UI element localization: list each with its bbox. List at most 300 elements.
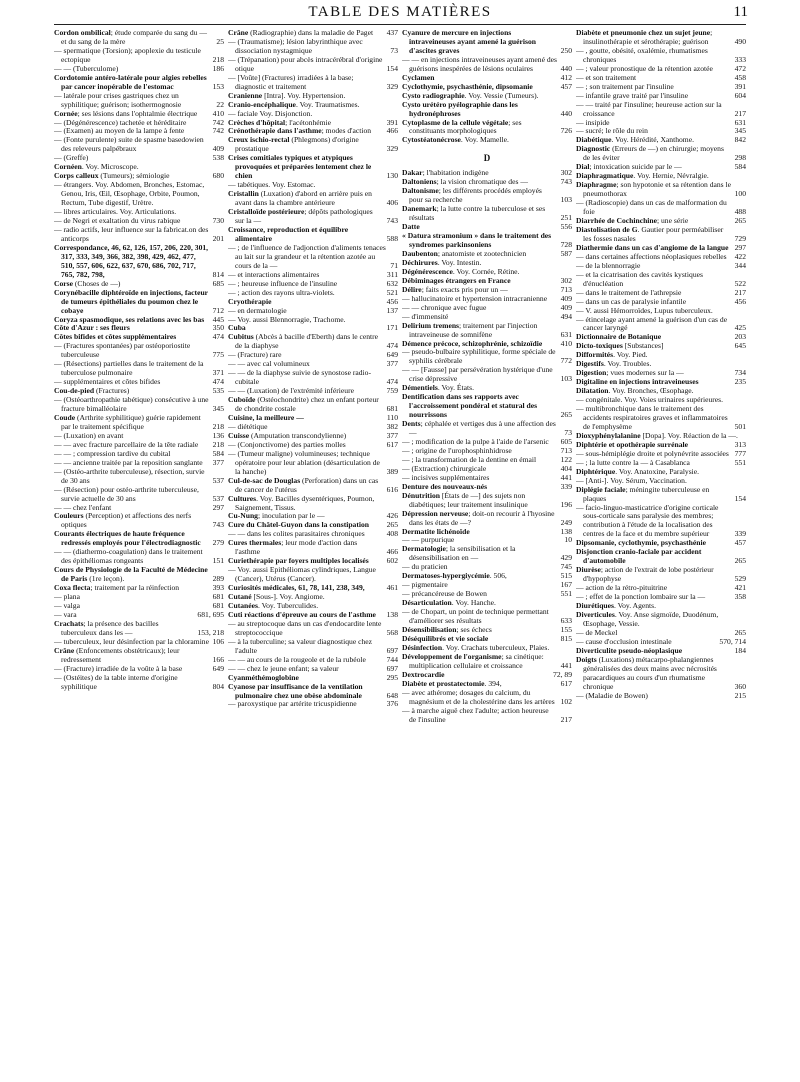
entry-text: Cytostéatonécrose. Voy. Mamelle.	[402, 135, 509, 145]
entry-page: 681, 695	[197, 609, 224, 619]
entry-page: 472	[734, 63, 746, 73]
entry-text: Digestifs. Voy. Troubles.	[576, 359, 652, 369]
entry-text: Correspondance, 46, 62, 126, 157, 206, 220, 301, 317, 333, 349, 366, 382, 398, 429, 462, 477, 510, 557, 606, 622, 637, 670, 686, 702, 717, 765, 782, 798,	[54, 242, 209, 279]
entry-text: — tabétiques. Voy. Estomac.	[228, 180, 316, 190]
index-entry	[228, 154, 398, 181]
entry-page: 456	[386, 296, 398, 306]
entry-page: 474	[386, 377, 398, 387]
entry-text: Côtes bifides et côtes supplémentaires	[54, 332, 177, 342]
entry-page: 648	[386, 690, 398, 700]
entry-page: 151	[212, 556, 224, 566]
entry-page: 441	[560, 472, 572, 482]
entry-page: 681	[212, 601, 224, 610]
entry-text: Désinfection. Voy. Crachats tuberculeux, Plaies.	[402, 642, 550, 652]
entry-page: 377	[386, 430, 398, 440]
entry-page: 265	[386, 520, 398, 530]
entry-text: — diététique	[228, 421, 268, 431]
entry-text: — ; modification de la pulpe à l'aide de l'arsenic	[402, 436, 549, 446]
entry-text: — (Traumatisme); lésion labyrinthique avec dissociation nystagmique	[228, 36, 363, 55]
index-entry	[228, 396, 398, 414]
entry-page: 744	[386, 654, 398, 664]
index-column-4	[576, 29, 746, 1077]
entry-text: — libres articulaires. Voy. Articulations.	[54, 207, 177, 217]
entry-page: 685	[212, 278, 224, 288]
entry-text: — V. aussi Hémorroïdes, Lupus tuberculeux.	[576, 305, 713, 315]
entry-page: 279	[212, 538, 224, 548]
entry-text: Dénutrition [États de —] des sujets non diabétiques; leur traitement insulinique	[402, 490, 528, 509]
index-column-3	[402, 29, 572, 1077]
entry-text: Diphtérique. Voy. Anatoxine, Paralysie.	[576, 466, 700, 476]
entry-page: 409	[212, 144, 224, 154]
entry-text: Cyclothymie, psychasthénie, dipsomanie	[402, 81, 533, 91]
entry-text: — faciale Voy. Disjonction.	[228, 108, 313, 118]
index-entry	[228, 450, 398, 477]
entry-page: 632	[386, 278, 398, 288]
index-entry	[54, 360, 224, 378]
entry-page: 584	[734, 162, 746, 172]
entry-page: 412	[560, 72, 572, 82]
entry-text: — (Luxation) en avant	[54, 430, 124, 440]
entry-text: Dépression nerveuse; doit-on recourir à l'hyosine dans les états de —?	[402, 508, 555, 527]
index-entry	[54, 92, 224, 110]
entry-text: — (Fracture) irradiée de la voûte à la base	[54, 663, 183, 673]
entry-text: — action de la rétro-pituitrine	[576, 583, 668, 593]
entry-page: 551	[560, 589, 572, 599]
entry-text: — ; action des rayons ultra-violets.	[228, 287, 335, 297]
entry-text: Daltoniens; la vision chromatique des —	[402, 177, 528, 187]
entry-text: — (Ostéo-arthrite tuberculeuse), résection, survie de 30 ans	[54, 466, 205, 485]
index-entry	[54, 47, 224, 65]
entry-text: Coxa flecta; traitement par la réinfection	[54, 583, 180, 593]
entry-page: 329	[386, 81, 398, 91]
entry-text: — et son traitement	[576, 72, 637, 82]
entry-page: 588	[386, 233, 398, 243]
entry-page: 474	[386, 341, 398, 351]
entry-text: — ; effet de la ponction lombaire sur la —	[576, 592, 706, 602]
entry-text: — — dans les colites parasitaires chroniques	[228, 529, 365, 539]
entry-text: Cysto urétéro pyélographie dans les hydronéphroses	[402, 99, 518, 118]
entry-page: 265	[560, 410, 572, 420]
index-entry	[402, 393, 572, 420]
entry-page: 344	[734, 260, 746, 270]
index-entry	[54, 414, 224, 432]
entry-text: Cubitus (Abcès à bacille d'Eberth) dans le centre de la diaphyse	[228, 332, 379, 351]
entry-text: — dans le traitement de l'athrepsie	[576, 287, 682, 297]
entry-text: — (Greffe)	[54, 153, 89, 163]
entry-text: — — traité par l'insuline; heureuse action sur la croissance	[576, 99, 722, 118]
entry-text: — de Meckel	[576, 627, 618, 637]
entry-text: — (Maladie de Bowen)	[576, 690, 648, 700]
entry-text: — (Fonte purulente) suite de spasme basedowien des releveurs palpébraux	[54, 135, 204, 154]
entry-text: Diurèse; action de l'extrait de lobe postérieur d'hypophyse	[576, 565, 714, 584]
entry-page: 100	[734, 189, 746, 199]
entry-text: Difformités. Voy. Pied.	[576, 350, 648, 360]
entry-page: 617	[386, 439, 398, 449]
header-rule	[54, 24, 746, 25]
entry-text: — — (Tuberculome)	[54, 63, 119, 73]
entry-page: 649	[386, 350, 398, 360]
entry-text: Cranienne [Intra]. Voy. Hypertension.	[228, 90, 346, 100]
entry-page: 171	[386, 323, 398, 333]
index-entry	[576, 611, 746, 629]
entry-text: — (Ostéoarthropathie tabétique) consécutive à une fracture bimalléolaire	[54, 395, 209, 414]
entry-text: — — (diathermo-coagulation) dans le traitement des épithéliomas rongeants	[54, 547, 203, 566]
entry-page: 73	[564, 428, 572, 438]
entry-page: 425	[734, 323, 746, 333]
index-entry	[54, 289, 224, 316]
entry-page: 426	[386, 511, 398, 521]
entry-text: Digestion; vues modernes sur la —	[576, 368, 684, 378]
entry-page: 535	[212, 386, 224, 396]
entry-page: 249	[560, 517, 572, 527]
entry-text: — (Fracture) rare	[228, 350, 282, 360]
entry-text: — , goutte, obésité, oxalémie, rhumatismes chroniques	[576, 45, 708, 64]
index-entry	[402, 119, 572, 137]
entry-text: — supplémentaires et côtes bifides	[54, 377, 161, 387]
entry-text: Coude (Arthrite syphilitique) guérie rapidement par le traitement spécifique	[54, 412, 201, 431]
entry-page: 815	[560, 633, 572, 643]
entry-page: 488	[734, 207, 746, 217]
index-entry	[54, 396, 224, 414]
entry-page: 302	[560, 168, 572, 178]
entry-text: — — chronique avec fugue	[402, 302, 487, 312]
entry-page: 680	[212, 171, 224, 181]
entry-page: 410	[560, 338, 572, 348]
entry-page: 265	[734, 216, 746, 226]
entry-text: Cornéen. Voy. Microscope.	[54, 162, 139, 172]
entry-page: 466	[386, 126, 398, 136]
entry-text: — — au cours de la rougeole et de la rubéole	[228, 654, 366, 664]
entry-page: 329	[386, 144, 398, 154]
entry-page: 456	[734, 296, 746, 306]
entry-text: — d'immensité	[402, 311, 449, 321]
entry-text: — pseudo-bulbaire syphilitique, forme spéciale de syphilis cérébrale	[402, 347, 556, 366]
entry-page: 804	[212, 681, 224, 691]
entry-text: — — (Luxation) de l'extrémité inférieure	[228, 386, 354, 396]
entry-text: — — purpurique	[402, 535, 455, 545]
entry-page: 203	[734, 332, 746, 342]
entry-page: 743	[212, 520, 224, 530]
entry-text: — (Radioscopie) dans un cas de malformation du foie	[576, 198, 727, 217]
entry-page: 631	[734, 117, 746, 127]
entry-page: 474	[212, 332, 224, 342]
entry-text: Diabétique. Voy. Hérédité, Xanthome.	[576, 135, 694, 145]
index-entry	[228, 190, 398, 208]
entry-text: Cou-de-pied (Fractures)	[54, 386, 130, 396]
entry-page: 295	[386, 672, 398, 682]
index-entry	[402, 232, 572, 250]
index-entry	[228, 244, 398, 271]
entry-text: Cutané [Sous-]. Voy. Angiome.	[228, 592, 325, 602]
entry-text: — — en injections intraveineuses ayant amené des guérisons inespérées de lésions oculaires	[402, 54, 557, 73]
entry-text: — ; la lutte contre la — à Casablanca	[576, 457, 690, 467]
index-entry	[228, 638, 398, 656]
index-entry	[402, 322, 572, 340]
entry-page: 339	[734, 529, 746, 539]
entry-page: 345	[734, 126, 746, 136]
index-entry	[402, 492, 572, 510]
entry-page: 218	[212, 54, 224, 64]
entry-page: 371	[212, 368, 224, 378]
entry-text: Daubenton; anatomiste et zootechnicien	[402, 248, 527, 258]
entry-page: 360	[734, 681, 746, 691]
entry-page: 538	[212, 153, 224, 163]
entry-text: — — [Fausse] par persévération hystérique d'une crise dépressive	[402, 365, 553, 384]
entry-text: Diarrhée de Cochinchine; une série	[576, 216, 689, 226]
entry-text: Corps calleux (Tumeurs); sémiologie	[54, 171, 170, 181]
entry-text: Dakar; l'habitation indigène	[402, 168, 489, 178]
index-entry	[228, 38, 398, 56]
entry-page: 457	[734, 538, 746, 548]
index-entry	[54, 74, 224, 92]
entry-text: Diphtérie et opothérapie surrénale	[576, 439, 688, 449]
entry-page: 697	[386, 663, 398, 673]
entry-text: Cordotomie antéro-latérale pour algies rebelles par cancer inopérable de l'estomac	[54, 72, 207, 91]
entry-text: Cuboïde (Ostéochondrite) chez un enfant porteur de chondrite costale	[228, 395, 379, 414]
entry-text: — (Conjonctivome) des parties molles	[228, 439, 346, 449]
entry-text: — (Résection) pour ostéo-arthrite tuberculeuse, survie actuelle de 30 ans	[54, 484, 199, 503]
entry-page: 218	[212, 439, 224, 449]
entry-text: Débiminages étrangers en France	[402, 275, 511, 285]
index-entry	[576, 199, 746, 217]
entry-text: Courants électriques de haute fréquence redressés employés pour l'électrodiagnostic	[54, 529, 201, 548]
entry-page: 466	[386, 547, 398, 557]
entry-page: 570, 714	[719, 636, 746, 646]
entry-text: Denture des nouveaux-nés	[402, 481, 488, 491]
entry-text: Dentification dans ses rapports avec l'accroissement pondéral et statural des nourrissons	[402, 392, 538, 420]
entry-text: Cyclamen	[402, 72, 435, 82]
entry-text: Cure du Châtel-Guyon dans la constipation	[228, 520, 370, 530]
index-column-2	[228, 29, 398, 1077]
entry-text: Désarticulation. Voy. Hanche.	[402, 598, 496, 608]
entry-text: Cu-Nung; inoculation par le —	[228, 511, 325, 521]
entry-text: Crises comitiales typiques et atypiques provoquées et préparées lentement chez le chien	[228, 153, 372, 181]
entry-text: Dégénérescence. Voy. Cornée, Rétine.	[402, 266, 520, 276]
entry-text: Délire; faits exacts pris pour un —	[402, 284, 508, 294]
entry-text: Côte d'Azur : ses fleurs	[54, 323, 130, 333]
entry-page: 73	[390, 45, 398, 55]
index-entry	[402, 101, 572, 119]
entry-text: — à marche aiguë chez l'adulte; action heureuse de l'insuline	[402, 705, 549, 724]
index-entry	[54, 181, 224, 208]
entry-text: Delirium tremens; traitement par l'injection intraveineuse de somnifène	[402, 320, 538, 339]
entry-page: 138	[560, 526, 572, 536]
page-number: 11	[733, 4, 748, 20]
entry-text: Dictionnaire de Botanique	[576, 332, 662, 342]
entry-text: Cuisine, la meilleure —	[228, 412, 304, 422]
entry-page: 391	[734, 81, 746, 91]
entry-page: 842	[734, 135, 746, 145]
entry-text: — radio actifs, leur influence sur la fabricat.on des anticorps	[54, 224, 209, 243]
entry-page: 461	[386, 583, 398, 593]
entry-text: — tuberculeux, leur désinfection par la chloramine	[54, 636, 209, 646]
entry-text: — hallucinatoire et hypertension intracranienne	[402, 293, 548, 303]
entry-text: Coryza spasmodique, ses relations avec les bas	[54, 314, 205, 324]
entry-text: Cyanure de mercure en injections intraveineuses ayant amené la guérison d'ascites graves	[402, 29, 536, 55]
entry-text: — incisives supplémentaires	[402, 472, 490, 482]
index-entry	[54, 226, 224, 244]
entry-page: 167	[560, 580, 572, 590]
entry-page: 772	[560, 356, 572, 366]
index-entry	[576, 316, 746, 334]
entry-page: 196	[560, 499, 572, 509]
index-entry	[402, 420, 572, 438]
index-entry	[402, 29, 572, 56]
entry-page: 729	[734, 233, 746, 243]
index-entry	[228, 539, 398, 557]
entry-page: 445	[212, 314, 224, 324]
index-entry	[576, 692, 746, 701]
entry-text: Dicto-toxiques [Substances]	[576, 341, 664, 351]
entry-page: 587	[560, 248, 572, 258]
index-entry	[576, 226, 746, 244]
entry-page: 155	[560, 625, 572, 634]
entry-text: Cristallin (Luxation) d'abord en arrière puis en avant dans la chambre antérieure	[228, 189, 372, 208]
entry-text: — de Chopart, un point de technique permettant d'améliorer ses résultats	[402, 607, 549, 626]
entry-page: 153, 218	[197, 627, 224, 637]
entry-text: — (Fractures spontanées) par ostéoporiostite tuberculeuse	[54, 341, 191, 360]
entry-text: Cultures. Voy. Bacilles dysentériques, Poumon, Saignement, Tissus.	[228, 493, 375, 512]
entry-page: 122	[560, 454, 572, 464]
entry-page: 302	[560, 275, 572, 285]
entry-page: 184	[734, 645, 746, 655]
entry-text: — facio-linguo-masticatrice d'origine corticale sous-corticale sans paralysie des membres; contribution à l'étude de la localisation des centres de la face et du membre supérieur	[576, 502, 719, 539]
index-entry	[54, 512, 224, 530]
entry-text: Crâne (Radiographie) dans la maladie de Paget	[228, 29, 374, 37]
entry-text: Cuba	[228, 323, 246, 333]
entry-page: 377	[212, 457, 224, 467]
index-entry	[402, 545, 572, 563]
entry-text: — plana	[54, 592, 80, 602]
entry-text: Démentiels. Voy. États.	[402, 383, 475, 393]
entry-page: 458	[734, 72, 746, 82]
index-entry	[576, 656, 746, 692]
entry-page: 777	[734, 448, 746, 458]
entry-page: 734	[734, 368, 746, 378]
entry-page: 391	[386, 117, 398, 127]
entry-page: 602	[386, 556, 398, 566]
entry-page: 490	[734, 36, 746, 46]
index-entry	[228, 74, 398, 92]
entry-page: 814	[212, 269, 224, 279]
entry-text: — de Negri et exaltation du virus rabique	[54, 216, 181, 226]
entry-page: 529	[734, 574, 746, 584]
entry-text: — — avec fracture parcellaire de la tête radiale	[54, 439, 199, 449]
entry-page: 382	[386, 421, 398, 431]
index-entry	[576, 47, 746, 65]
entry-page: 10	[564, 535, 572, 545]
entry-page: 166	[212, 654, 224, 664]
entry-page: 250	[560, 45, 572, 55]
entry-text: Dermatite lichénoïde	[402, 526, 470, 536]
entry-text: — (Dégénérescence) tachetée et héréditaire	[54, 117, 187, 127]
entry-text: — — chez l'enfant	[54, 502, 112, 512]
index-entry	[576, 101, 746, 119]
entry-page: 584	[212, 448, 224, 458]
entry-text: — — ancienne traitée par la reposition sanglante	[54, 457, 203, 467]
entry-text: Crèches d'hôpital; l'acétonhémie	[228, 117, 332, 127]
entry-page: 743	[386, 216, 398, 226]
entry-text: Cranio-encéphalique. Voy. Traumatismes.	[228, 99, 360, 109]
entry-text: — — de la diaphyse suivie de synostose radio-cubitale	[228, 368, 371, 387]
index-entry	[228, 333, 398, 351]
entry-page: 421	[734, 583, 746, 593]
entry-text: — spermatique (Torsion); apoplexie du testicule ectopique	[54, 45, 201, 64]
entry-page: 522	[734, 278, 746, 288]
entry-text: Diastolisation de G. Gautier pour perméabiliser les fosses nasales	[576, 224, 724, 243]
entry-page: 215	[734, 690, 746, 700]
index-entry	[228, 208, 398, 226]
entry-page: 521	[386, 287, 398, 297]
entry-text: — dans certaines affections néoplasiques rebelles	[576, 251, 727, 261]
entry-text: Diabète et pneumonie chez un sujet jeune; insulinothérapie et sérothérapie; guérison	[576, 29, 713, 46]
entry-text: Daltonisme; les différents procédés employés pour sa recherche	[402, 186, 542, 205]
entry-text: Doigts (Luxations) métacarpo-phalangiennes généralisées des deux mains avec nécrosités paracardiques au cours d'un rhumatisme chronique	[576, 654, 717, 691]
entry-text: — et interactions alimentaires	[228, 269, 320, 279]
entry-text: Crachats; la présence des bacilles tuberculeux dans les —	[54, 618, 159, 637]
index-entry	[402, 205, 572, 223]
index-entry	[402, 187, 572, 205]
entry-page: 501	[734, 421, 746, 431]
entry-text: — sous-hémiplégie droite et polynévrite associées	[576, 448, 729, 458]
entry-page: 440	[560, 108, 572, 118]
entry-page: 616	[386, 484, 398, 494]
entry-page: 217	[560, 714, 572, 724]
entry-page: 154	[386, 63, 398, 73]
entry-text: Cyanose par insuffisance de la ventilation pulmonaire chez une obèse abdominale	[228, 681, 363, 700]
index-entry	[402, 348, 572, 366]
entry-text: — sucré; le rôle du rein	[576, 126, 648, 136]
entry-text: Cryothérapie	[228, 296, 272, 306]
entry-page: 759	[386, 386, 398, 396]
entry-page: 551	[734, 457, 746, 467]
entry-page: 745	[560, 562, 572, 572]
entry-page: 645	[734, 341, 746, 351]
entry-text: — et la cicatrisation des cavités kystiques d'énucléation	[576, 269, 703, 288]
index-entry	[228, 226, 398, 244]
entry-text: Cyanméthémoglobine	[228, 672, 299, 682]
index-entry	[54, 548, 224, 566]
entry-text: — (Examen) au moyen de la lampe à fente	[54, 126, 185, 136]
entry-text: Corse (Choses de —)	[54, 278, 121, 288]
entry-text: — pigmentaire	[402, 580, 448, 590]
entry-text: Diaphragmatique. Voy. Hernie, Névralgie.	[576, 171, 709, 181]
entry-text: Dextrocardie	[402, 669, 445, 679]
index-entry	[54, 530, 224, 548]
index-entry	[228, 620, 398, 638]
index-entry	[54, 620, 224, 638]
entry-text: Diplégie faciale; méningite tuberculeuse en plaques	[576, 484, 710, 503]
index-entry	[228, 316, 398, 325]
entry-page: 409	[560, 302, 572, 312]
entry-text: — cause d'occlusion intestinale	[576, 636, 672, 646]
entry-text: Danemark; la lutte contre la tuberculose et ses résultats	[402, 204, 546, 223]
entry-text: — dans un cas de paralysie infantile	[576, 296, 687, 306]
index-entry	[54, 486, 224, 504]
index-column-1	[54, 29, 224, 1077]
entry-text: — (Tumeur maligne) volumineuses; technique opératoire pour leur ablation (désarticulation de la hanche)	[228, 448, 380, 476]
index-entry	[576, 548, 746, 566]
entry-page: 410	[212, 108, 224, 118]
entry-page: 137	[386, 305, 398, 315]
entry-page: 437	[386, 29, 398, 37]
entry-page: 297	[212, 502, 224, 512]
index-entry	[576, 566, 746, 584]
index-entry	[54, 29, 224, 47]
entry-text: — étrangers. Voy. Abdomen, Bronches, Estomac, Genou, Iris, Œil, Œsophage, Orbite, Poumon, Rectum, Tube digestif, Urètre.	[54, 180, 205, 208]
entry-text: Digitaline en injections intraveineuses	[576, 377, 699, 387]
entry-page: 153	[212, 81, 224, 91]
